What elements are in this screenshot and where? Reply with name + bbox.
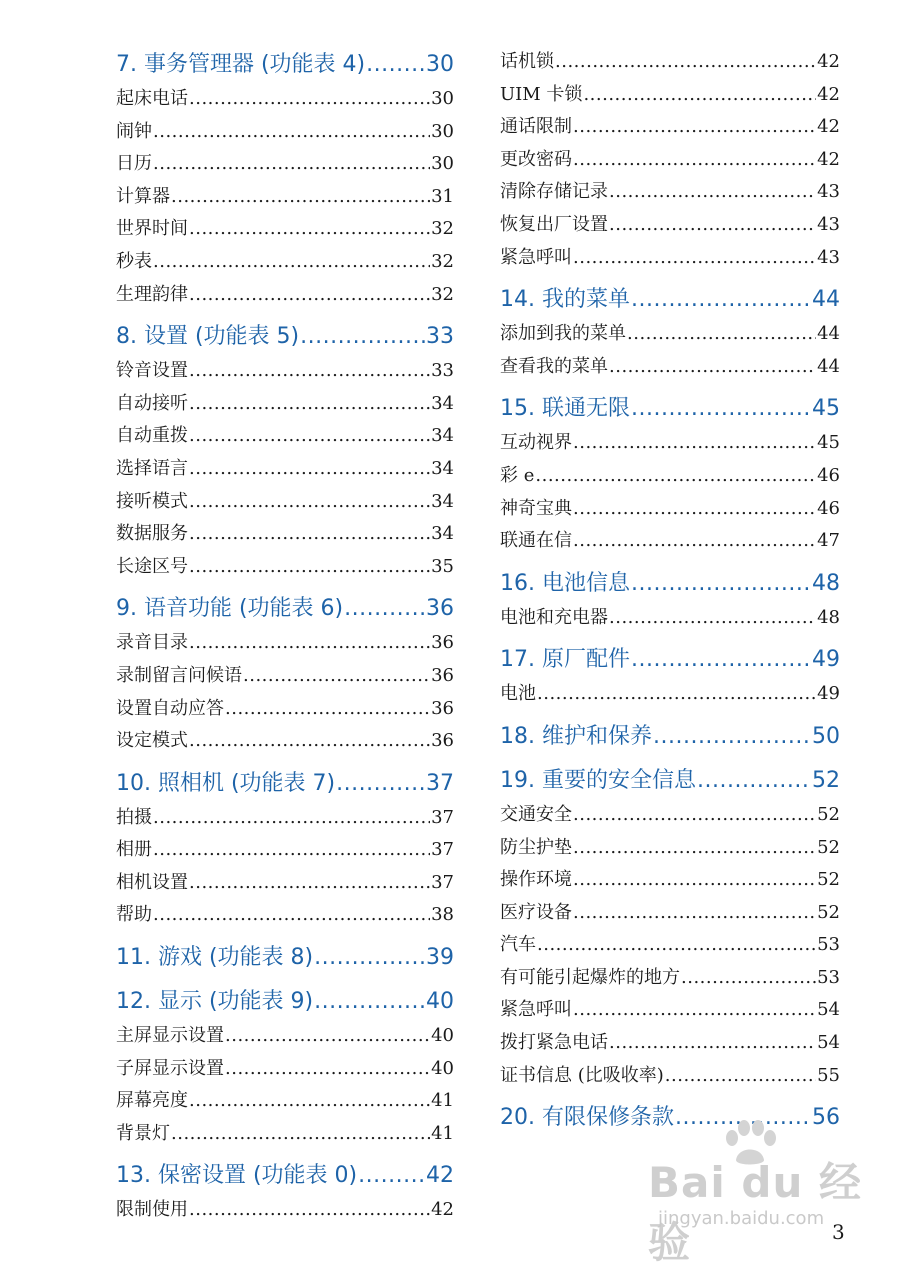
toc-heading-title: 12. 显示 (功能表 9) <box>116 989 314 1015</box>
toc-page-number: 36 <box>431 730 454 752</box>
toc-page-number: 49 <box>817 683 840 705</box>
toc-entry-title: 交通安全 <box>500 803 572 825</box>
toc-entry-title: 限制使用 <box>116 1199 188 1221</box>
toc-section-heading <box>500 565 840 602</box>
toc-heading-title: 11. 游戏 (功能表 8) <box>116 945 314 971</box>
toc-page-number: 32 <box>431 250 454 272</box>
dot-leader <box>537 929 816 962</box>
toc-page-number: 50 <box>812 723 840 749</box>
toc-page-number: 52 <box>812 767 840 793</box>
toc-entry-title: 计算器 <box>116 185 170 207</box>
toc-page-number: 32 <box>431 218 454 240</box>
toc-entry <box>500 832 840 865</box>
toc-page-number: 52 <box>817 803 840 825</box>
toc-section-heading <box>116 939 454 976</box>
dot-leader <box>243 660 430 693</box>
dot-leader <box>189 213 430 246</box>
dot-leader <box>153 802 430 835</box>
toc-section-heading <box>500 390 840 427</box>
dot-leader <box>681 962 816 995</box>
dot-leader <box>573 799 816 832</box>
toc-heading-title: 15. 联通无限 <box>500 396 630 422</box>
dot-leader <box>366 46 425 83</box>
toc-page-number: 36 <box>431 664 454 686</box>
toc-entry-title: 长途区号 <box>116 555 188 577</box>
dot-leader <box>189 420 430 453</box>
dot-leader <box>171 181 430 214</box>
toc-entry <box>116 246 454 279</box>
dot-leader <box>627 318 816 351</box>
toc-entry <box>116 518 454 551</box>
toc-page-number: 52 <box>817 869 840 891</box>
toc-entry-title: 主屏显示设置 <box>116 1025 224 1047</box>
toc-section-heading <box>116 765 454 802</box>
toc-page-number: 30 <box>431 153 454 175</box>
toc-page-number: 42 <box>817 148 840 170</box>
toc-page-number: 37 <box>426 770 454 796</box>
toc-page-number: 48 <box>812 570 840 596</box>
toc-entry-title: 电池和充电器 <box>500 606 608 628</box>
page-number: 3 <box>832 1220 845 1244</box>
toc-entry-title: 更改密码 <box>500 148 572 170</box>
toc-page-number: 49 <box>812 647 840 673</box>
toc-page-number: 34 <box>431 457 454 479</box>
toc-entry-title: 帮助 <box>116 904 152 926</box>
toc-page-number: 42 <box>817 51 840 72</box>
toc-section-heading <box>116 46 454 83</box>
toc-section-heading <box>116 1157 454 1194</box>
toc-page-number: 53 <box>817 934 840 956</box>
toc-entry-title: 背景灯 <box>116 1122 170 1144</box>
toc-page-number: 42 <box>431 1199 454 1221</box>
dot-leader <box>153 834 430 867</box>
toc-heading-title: 17. 原厂配件 <box>500 647 630 673</box>
dot-leader <box>189 388 430 421</box>
dot-leader <box>189 453 430 486</box>
dot-leader <box>314 939 425 976</box>
toc-section-heading <box>500 1099 840 1136</box>
toc-entry-title: 查看我的菜单 <box>500 355 608 377</box>
dot-leader <box>225 1053 430 1086</box>
toc-entry-title: 话机锁 <box>500 51 554 72</box>
toc-entry <box>116 802 454 835</box>
toc-page-number: 33 <box>431 360 454 382</box>
toc-entry <box>116 486 454 519</box>
toc-entry-title: 起床电话 <box>116 88 188 109</box>
dot-leader <box>631 281 811 318</box>
toc-entry-title: 设定模式 <box>116 730 188 752</box>
toc-entry <box>116 388 454 421</box>
toc-heading-title: 14. 我的菜单 <box>500 287 630 313</box>
toc-entry <box>500 799 840 832</box>
toc-entry <box>500 1027 840 1060</box>
toc-section-heading <box>116 983 454 1020</box>
toc-entry-title: UIM 卡锁 <box>500 83 583 105</box>
toc-entry <box>116 116 454 149</box>
toc-page-number: 34 <box>431 490 454 512</box>
toc-entry-title: 互动视界 <box>500 432 572 454</box>
dot-leader <box>573 242 816 275</box>
dot-leader <box>573 427 816 460</box>
toc-entry-title: 神奇宝典 <box>500 497 572 519</box>
dot-leader <box>665 1060 816 1093</box>
toc-page-number: 37 <box>431 839 454 861</box>
toc-entry <box>500 144 840 177</box>
toc-entry <box>116 181 454 214</box>
toc-entry <box>116 355 454 388</box>
dot-leader <box>225 693 430 726</box>
toc-entry <box>116 725 454 758</box>
toc-heading-title: 7. 事务管理器 (功能表 4) <box>116 52 366 77</box>
toc-entry-title: 电池 <box>500 683 536 705</box>
toc-entry-title: 联通在信 <box>500 530 572 552</box>
toc-entry <box>500 994 840 1027</box>
toc-page-number: 39 <box>426 945 454 971</box>
dot-leader <box>631 565 811 602</box>
dot-leader <box>189 1194 430 1227</box>
toc-entry <box>116 660 454 693</box>
toc-entry <box>500 493 840 526</box>
toc-page-number: 41 <box>431 1122 454 1144</box>
toc-entry-title: 生理韵律 <box>116 283 188 305</box>
toc-page-number: 43 <box>817 181 840 203</box>
dot-leader <box>189 83 430 116</box>
toc-page-number: 44 <box>817 323 840 345</box>
toc-page-number: 35 <box>431 555 454 577</box>
toc-entry <box>116 1053 454 1086</box>
dot-leader <box>697 762 811 799</box>
watermark-logo-text: Bai du 经验 <box>648 1158 862 1267</box>
toc-heading-title: 10. 照相机 (功能表 7) <box>116 770 336 796</box>
toc-heading-title: 13. 保密设置 (功能表 0) <box>116 1163 358 1189</box>
toc-left-column <box>116 46 454 1227</box>
toc-entry-title: 恢复出厂设置 <box>500 213 608 235</box>
toc-entry-title: 操作环境 <box>500 869 572 891</box>
dot-leader <box>171 1118 430 1151</box>
toc-page-number: 38 <box>431 904 454 926</box>
toc-entry <box>116 453 454 486</box>
dot-leader <box>535 460 816 493</box>
toc-entry <box>116 1194 454 1227</box>
toc-heading-title: 19. 重要的安全信息 <box>500 767 696 793</box>
toc-entry <box>500 525 840 558</box>
toc-heading-title: 16. 电池信息 <box>500 570 630 596</box>
toc-page-number: 55 <box>817 1064 840 1086</box>
toc-page-number: 41 <box>431 1090 454 1112</box>
toc-entry-title: 子屏显示设置 <box>116 1057 224 1079</box>
dot-leader <box>189 627 430 660</box>
toc-page-number: 34 <box>431 425 454 447</box>
toc-entry <box>500 929 840 962</box>
toc-page-number: 36 <box>426 596 454 622</box>
dot-leader <box>189 518 430 551</box>
dot-leader <box>189 867 430 900</box>
toc-page-number: 56 <box>812 1105 840 1131</box>
dot-leader <box>609 351 816 384</box>
toc-entry-title: 数据服务 <box>116 523 188 545</box>
toc-entry-title: 日历 <box>116 153 152 175</box>
toc-page-number: 54 <box>817 1032 840 1054</box>
dot-leader <box>573 832 816 865</box>
toc-page-number: 45 <box>817 432 840 454</box>
toc-section-heading <box>116 318 454 355</box>
dot-leader <box>153 899 430 932</box>
toc-entry-title: 接听模式 <box>116 490 188 512</box>
toc-page-number: 30 <box>431 120 454 142</box>
toc-section-heading <box>500 281 840 318</box>
toc-page-number: 36 <box>431 697 454 719</box>
toc-entry-title: 选择语言 <box>116 457 188 479</box>
toc-page-number: 46 <box>817 497 840 519</box>
dot-leader <box>631 641 811 678</box>
toc-right-column <box>500 46 840 1136</box>
toc-entry <box>116 1020 454 1053</box>
toc-entry <box>500 46 840 79</box>
toc-entry <box>500 209 840 242</box>
toc-heading-title: 18. 维护和保养 <box>500 723 652 749</box>
toc-page-number: 33 <box>426 324 454 350</box>
dot-leader <box>573 493 816 526</box>
toc-entry-title: 防尘护垫 <box>500 836 572 858</box>
toc-entry <box>116 693 454 726</box>
toc-entry-title: 自动接听 <box>116 392 188 414</box>
dot-leader <box>189 279 430 312</box>
toc-entry-title: 通话限制 <box>500 116 572 138</box>
toc-page-number: 48 <box>817 606 840 628</box>
toc-section-heading <box>500 641 840 678</box>
toc-entry <box>116 899 454 932</box>
toc-page-number: 36 <box>431 632 454 654</box>
toc-page-number: 30 <box>426 52 454 77</box>
dot-leader <box>153 148 430 181</box>
toc-page-number: 37 <box>431 871 454 893</box>
dot-leader <box>573 111 816 144</box>
dot-leader <box>573 525 816 558</box>
toc-entry <box>500 678 840 711</box>
toc-page-number: 42 <box>817 83 840 105</box>
toc-entry <box>500 318 840 351</box>
dot-leader <box>573 994 816 1027</box>
toc-entry <box>500 176 840 209</box>
toc-entry-title: 铃音设置 <box>116 360 188 382</box>
toc-heading-title: 9. 语音功能 (功能表 6) <box>116 596 344 622</box>
toc-page-number: 40 <box>426 989 454 1015</box>
dot-leader <box>189 1085 430 1118</box>
toc-entry <box>500 864 840 897</box>
dot-leader <box>573 897 816 930</box>
dot-leader <box>555 46 816 79</box>
toc-entry <box>500 351 840 384</box>
toc-page-number: 42 <box>426 1163 454 1189</box>
dot-leader <box>344 590 425 627</box>
dot-leader <box>609 176 816 209</box>
toc-page-number: 42 <box>817 116 840 138</box>
toc-entry <box>500 111 840 144</box>
dot-leader <box>153 116 430 149</box>
dot-leader <box>609 209 816 242</box>
toc-entry <box>116 279 454 312</box>
toc-page-number: 37 <box>431 806 454 828</box>
dot-leader <box>609 1027 816 1060</box>
toc-entry-title: 医疗设备 <box>500 901 572 923</box>
toc-page-number: 52 <box>817 836 840 858</box>
toc-entry-title: 闹钟 <box>116 120 152 142</box>
dot-leader <box>189 551 430 584</box>
dot-leader <box>314 983 425 1020</box>
toc-entry <box>500 242 840 275</box>
toc-section-heading <box>116 590 454 627</box>
toc-entry <box>116 420 454 453</box>
toc-entry <box>500 962 840 995</box>
toc-entry <box>500 897 840 930</box>
toc-entry <box>116 627 454 660</box>
toc-entry-title: 相册 <box>116 839 152 861</box>
toc-page-number: 34 <box>431 392 454 414</box>
dot-leader <box>653 718 811 755</box>
toc-entry-title: 设置自动应答 <box>116 697 224 719</box>
toc-entry-title: 自动重拨 <box>116 425 188 447</box>
toc-entry <box>116 213 454 246</box>
toc-entry <box>500 460 840 493</box>
toc-page-number: 54 <box>817 999 840 1021</box>
toc-page-number: 44 <box>812 287 840 313</box>
dot-leader <box>336 765 425 802</box>
toc-entry-title: 紧急呼叫 <box>500 246 572 268</box>
toc-entry <box>500 79 840 112</box>
dot-leader <box>300 318 425 355</box>
toc-entry <box>116 551 454 584</box>
dot-leader <box>153 246 430 279</box>
toc-entry-title: 世界时间 <box>116 218 188 240</box>
toc-entry-title: 汽车 <box>500 934 536 956</box>
toc-heading-title: 20. 有限保修条款 <box>500 1105 674 1131</box>
toc-page-number: 31 <box>431 185 454 207</box>
toc-entry <box>500 602 840 635</box>
toc-page-number: 30 <box>431 88 454 109</box>
toc-page-number: 43 <box>817 246 840 268</box>
dot-leader <box>225 1020 430 1053</box>
toc-entry <box>500 1060 840 1093</box>
watermark-url: jingyan.baidu.com <box>658 1208 825 1229</box>
dot-leader <box>631 390 811 427</box>
toc-entry <box>116 867 454 900</box>
toc-entry-title: 拍摄 <box>116 806 152 828</box>
toc-entry <box>500 427 840 460</box>
toc-section-heading <box>500 718 840 755</box>
toc-page-number: 40 <box>431 1057 454 1079</box>
toc-entry-title: 证书信息 (比吸收率) <box>500 1064 664 1086</box>
dot-leader <box>537 678 816 711</box>
toc-entry-title: 录音目录 <box>116 632 188 654</box>
toc-entry-title: 清除存储记录 <box>500 181 608 203</box>
toc-entry <box>116 1118 454 1151</box>
toc-entry-title: 录制留言问候语 <box>116 664 242 686</box>
toc-page-number: 53 <box>817 966 840 988</box>
toc-entry-title: 相机设置 <box>116 871 188 893</box>
dot-leader <box>189 355 430 388</box>
toc-section-heading <box>500 762 840 799</box>
toc-page-number: 43 <box>817 213 840 235</box>
dot-leader <box>583 79 816 112</box>
dot-leader <box>609 602 816 635</box>
toc-entry-title: 添加到我的菜单 <box>500 323 626 345</box>
toc-entry-title: 屏幕亮度 <box>116 1090 188 1112</box>
toc-entry <box>116 83 454 116</box>
toc-page-number: 44 <box>817 355 840 377</box>
toc-page-number: 46 <box>817 464 840 486</box>
toc-page-number: 34 <box>431 523 454 545</box>
toc-entry-title: 紧急呼叫 <box>500 999 572 1021</box>
toc-page-number: 47 <box>817 530 840 552</box>
toc-heading-title: 8. 设置 (功能表 5) <box>116 324 300 350</box>
toc-page-number: 40 <box>431 1025 454 1047</box>
toc-entry-title: 拨打紧急电话 <box>500 1032 608 1054</box>
dot-leader <box>189 725 430 758</box>
dot-leader <box>573 864 816 897</box>
dot-leader <box>573 144 816 177</box>
toc-entry <box>116 1085 454 1118</box>
toc-page-number: 52 <box>817 901 840 923</box>
toc-page-number: 32 <box>431 283 454 305</box>
dot-leader <box>189 486 430 519</box>
dot-leader <box>358 1157 425 1194</box>
toc-page-number: 45 <box>812 396 840 422</box>
toc-entry <box>116 148 454 181</box>
toc-entry-title: 秒表 <box>116 250 152 272</box>
toc-entry <box>116 834 454 867</box>
toc-entry-title: 彩 e <box>500 464 535 486</box>
toc-entry-title: 有可能引起爆炸的地方 <box>500 966 680 988</box>
